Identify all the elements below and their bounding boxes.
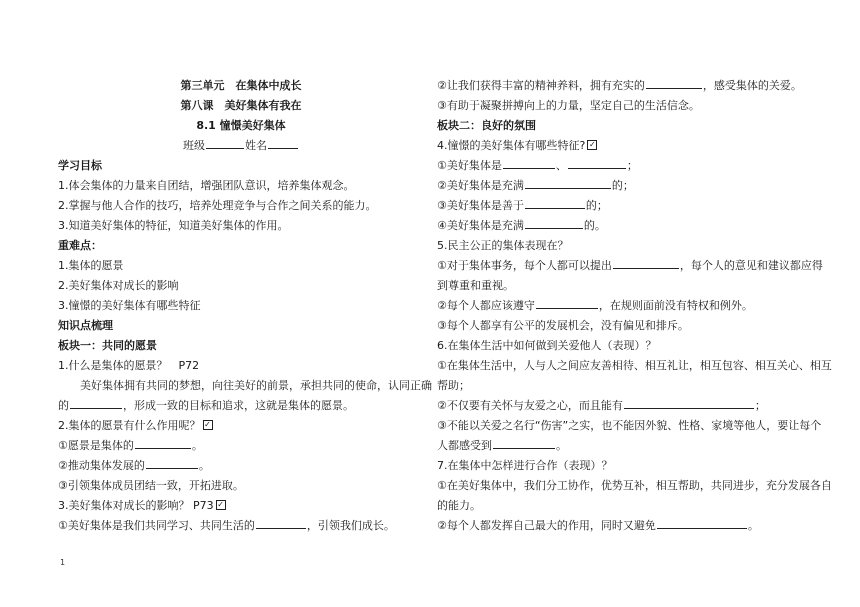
q7-item-post: 。 — [747, 519, 759, 532]
question-4 — [437, 136, 807, 156]
r-item-2-blank[interactable] — [646, 76, 702, 89]
q1-paragraph-b — [58, 396, 424, 416]
q4-blank-1a[interactable] — [503, 156, 555, 169]
r-item-3: ③有助于凝聚拼搏向上的力量，坚定自己的生活信念。 — [437, 99, 700, 112]
keypoints-heading: 重难点： — [58, 239, 102, 252]
class-label: 班级 — [183, 139, 205, 152]
q2-item — [58, 436, 424, 456]
q6-item-pre: ②不仅要有关怀与友爱之心，而且能有 — [437, 399, 623, 412]
block1-heading: 板块一：共同的愿景 — [58, 339, 157, 352]
q2-blank-2[interactable] — [146, 456, 198, 469]
q4-blank-4[interactable] — [525, 216, 583, 229]
q4-item — [437, 216, 807, 236]
section-title: 8.1 憧憬美好集体 — [196, 119, 286, 132]
lesson-title: 第八课 美好集体有我在 — [180, 99, 302, 112]
q6-item-3a: ③不能以关爱之名行“伤害”之实，也不能因外貌、性格、家境等他人，要让每个 — [437, 419, 822, 432]
q2-item: ③引领集体成员团结一致，开拓进取。 — [58, 479, 244, 492]
checked-box-icon: ✓ — [204, 420, 211, 429]
q4-item-mid: 、 — [555, 159, 567, 172]
page-number: 1 — [60, 558, 66, 567]
goals-heading: 学习目标 — [58, 159, 102, 172]
question-7: 7.在集体中怎样进行合作（表现）？ — [437, 459, 613, 472]
q4-item — [437, 156, 807, 176]
q7-blank-2[interactable] — [657, 516, 747, 529]
q3-item-post: ，引领我们成长。 — [306, 519, 395, 532]
q6-blank-2[interactable] — [624, 396, 754, 409]
q4-item-pre: ①美好集体是 — [437, 159, 502, 172]
q5-blank-2[interactable] — [536, 296, 598, 309]
q5-blank-1[interactable] — [613, 256, 679, 269]
q7-item-1b: 的能力。 — [437, 499, 481, 512]
r-item-2-post: ，感受集体的关爱。 — [702, 79, 802, 92]
q2-item-pre: ②推动集体发展的 — [58, 459, 145, 472]
q6-blank-3[interactable] — [493, 436, 555, 449]
q7-item-1a: ①在美好集体中，我们分工协作，优势互补，相互帮助，共同进步，充分发展各自 — [437, 479, 832, 492]
q6-item-1b: 帮助； — [437, 379, 470, 392]
q1-paragraph-a: 美好集体拥有共同的梦想，向往美好的前景，承担共同的使命，认同正确 — [80, 379, 432, 392]
q4-blank-1b[interactable] — [568, 156, 626, 169]
q6-item-post: 。 — [556, 439, 567, 452]
q4-item-post: 的； — [611, 179, 634, 192]
r-item-2 — [437, 76, 807, 96]
question-2-text: 2.集体的愿景有什么作用呢？ — [58, 419, 201, 432]
q4-item-pre: ④美好集体是充满 — [437, 219, 524, 232]
question-2 — [58, 416, 424, 436]
q1-blank[interactable] — [70, 396, 122, 409]
q4-item-post: 的。 — [583, 219, 606, 232]
q1-paragraph-b-pre: 的 — [58, 399, 69, 412]
q1-paragraph-b-post: ，形成一致的目标和追求，这就是集体的愿景。 — [123, 399, 354, 412]
q5-item-cont: 到尊重和重视。 — [437, 279, 514, 292]
knowledge-heading: 知识点梳理 — [58, 319, 113, 332]
keypoint-item: 1.集体的愿景 — [58, 259, 124, 272]
q4-blank-2[interactable] — [525, 176, 611, 189]
q3-item — [58, 516, 424, 536]
right-column — [437, 76, 832, 536]
question-6: 6.在集体生活中如何做到关爱他人（表现）？ — [437, 339, 657, 352]
name-blank[interactable] — [268, 136, 298, 149]
keypoint-item: 3.憧憬的美好集体有哪些特征 — [58, 299, 201, 312]
q2-item-pre: ①愿景是集体的 — [58, 439, 134, 452]
q4-item-pre: ③美好集体是善于 — [437, 199, 524, 212]
keypoint-item: 2.美好集体对成长的影响 — [58, 279, 179, 292]
q6-item-3b — [437, 436, 807, 456]
goal-item: 3.知道美好集体的特征，知道美好集体的作用。 — [58, 219, 289, 232]
q6-item-post: ； — [754, 399, 766, 412]
checked-box-icon: ✓ — [588, 140, 596, 149]
q7-item-pre: ②每个人都发挥自己最大的作用，同时又避免 — [437, 519, 656, 532]
q6-item — [437, 396, 807, 416]
q5-item-post: ，在规则面前没有特权和例外。 — [598, 299, 753, 312]
q4-item-pre: ②美好集体是充满 — [437, 179, 524, 192]
q4-item-post: 的； — [585, 199, 608, 212]
name-label: 姓名 — [245, 139, 267, 152]
unit-title: 第三单元 在集体中成长 — [180, 79, 302, 92]
goal-item: 1.体会集体的力量来自团结，增强团队意识，培养集体观念。 — [58, 179, 355, 192]
question-4-text: 4.憧憬的美好集体有哪些特征? — [437, 139, 586, 152]
q7-item — [437, 516, 807, 536]
q4-item-post: ； — [626, 159, 638, 172]
question-5: 5.民主公正的集体表现在？ — [437, 239, 569, 252]
class-blank[interactable] — [206, 136, 244, 149]
q4-item — [437, 176, 807, 196]
q5-item-pre: ①对于集体事务，每个人都可以提出 — [437, 259, 612, 272]
q3-item-pre: ①美好集体是我们共同学习、共同生活的 — [58, 519, 255, 532]
q6-item-1a: ①在集体生活中，人与人之间应友善相待、相互礼让，相互包容、相互关心、相互 — [437, 359, 832, 372]
block2-heading: 板块二：良好的氛围 — [437, 119, 536, 132]
question-3-text: 3.美好集体对成长的影响？ P73 — [58, 499, 214, 512]
q2-item — [58, 456, 424, 476]
q2-blank-1[interactable] — [135, 436, 191, 449]
q2-item-post: 。 — [191, 439, 203, 452]
q5-item: ③每个人都享有公平的发展机会，没有偏见和排斥。 — [437, 319, 689, 332]
q6-item-pre: 人都感受到 — [437, 439, 492, 452]
q4-item — [437, 196, 807, 216]
q5-item-pre: ②每个人都应该遵守 — [437, 299, 535, 312]
q5-item — [437, 256, 823, 276]
r-item-2-pre: ②让我们获得丰富的精神养料，拥有充实的 — [437, 79, 645, 92]
question-3 — [58, 496, 424, 516]
q4-blank-3[interactable] — [525, 196, 585, 209]
q5-item — [437, 296, 807, 316]
checked-box-icon: ✓ — [217, 500, 224, 509]
left-column — [58, 76, 432, 536]
question-1: 1.什么是集体的愿景？ P72 — [58, 359, 200, 372]
q5-item-post: ，每个人的意见和建议都应得 — [679, 259, 823, 272]
q2-item-post: 。 — [198, 459, 210, 472]
class-name-line — [58, 136, 424, 156]
q3-blank[interactable] — [256, 516, 306, 529]
goal-item: 2.掌握与他人合作的技巧，培养处理竞争与合作之间关系的能力。 — [58, 199, 377, 212]
